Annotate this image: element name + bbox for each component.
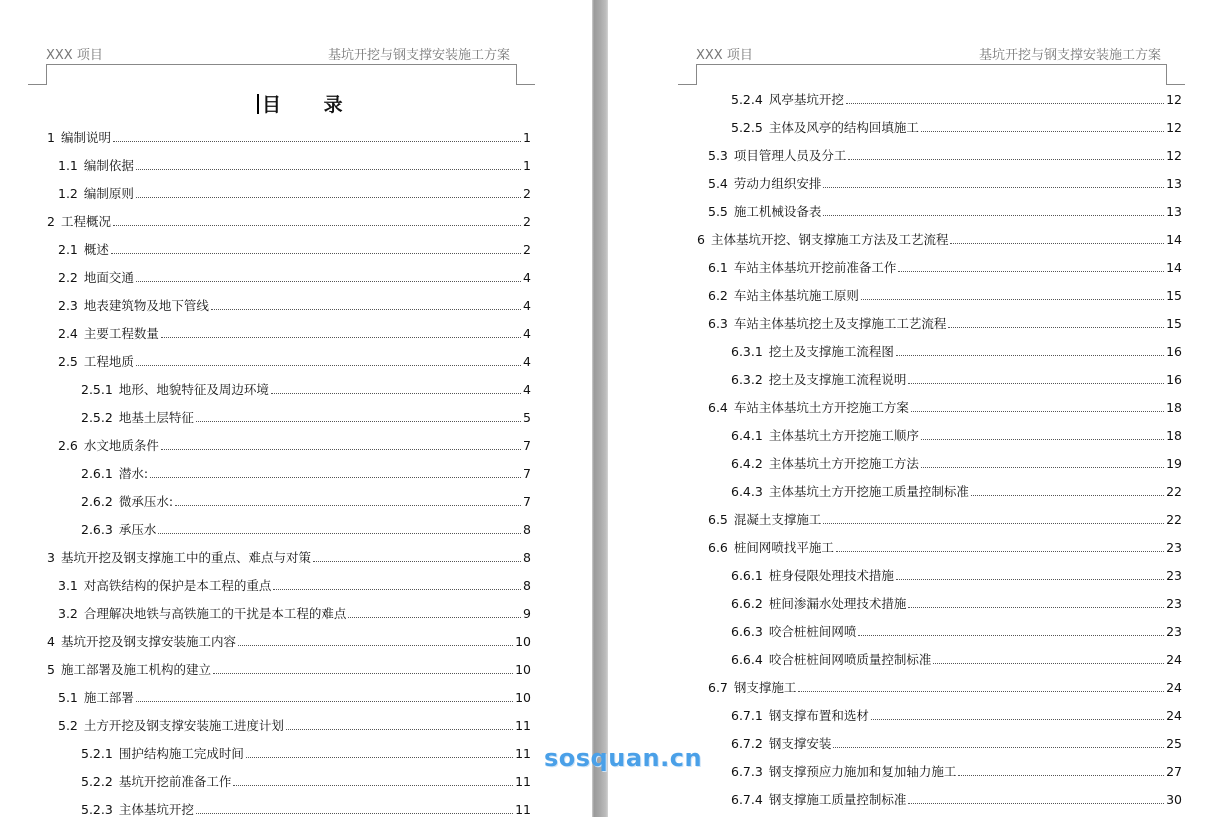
toc-entry[interactable] xyxy=(731,592,1182,612)
toc-entry-title: 地面交通 xyxy=(83,270,134,285)
toc-entry[interactable] xyxy=(81,770,531,790)
toc-entry-number: 6.7 xyxy=(708,680,728,695)
toc-entry-title: 钢支撑施工质量控制标准 xyxy=(768,792,907,807)
toc-entry-number: 1.2 xyxy=(58,186,78,201)
toc-page-number: 11 xyxy=(515,746,531,761)
toc-dot-leader xyxy=(286,729,513,730)
toc-dot-leader xyxy=(348,617,521,618)
toc-entry[interactable] xyxy=(47,126,531,146)
toc-entry-title: 挖土及支撑施工流程说明 xyxy=(768,372,907,387)
toc-entry-number: 6.5 xyxy=(708,512,728,527)
right-document-page xyxy=(608,0,1229,817)
toc-entry-number: 5.3 xyxy=(708,148,728,163)
toc-dot-leader xyxy=(858,635,1164,636)
toc-entry-title: 编制说明 xyxy=(60,130,111,145)
toc-page-number: 1 xyxy=(523,130,531,145)
toc-entry-number: 3.1 xyxy=(58,578,78,593)
toc-dot-leader xyxy=(846,103,1164,104)
toc-entry-number: 6.3.1 xyxy=(731,344,763,359)
toc-entry-title: 桩身侵限处理技术措施 xyxy=(768,568,894,583)
toc-dot-leader xyxy=(948,327,1164,328)
toc-dot-leader xyxy=(823,187,1164,188)
toc-dot-leader xyxy=(896,579,1164,580)
toc-entry-number: 2.4 xyxy=(58,326,78,341)
toc-entry-number: 6.7.4 xyxy=(731,792,763,807)
toc-entry-number: 6.4.1 xyxy=(731,428,763,443)
toc-entry[interactable] xyxy=(58,322,531,342)
toc-entry-title: 合理解决地铁与高铁施工的干扰是本工程的难点 xyxy=(83,606,347,621)
toc-entry[interactable] xyxy=(708,508,1182,528)
toc-entry[interactable] xyxy=(708,172,1182,192)
toc-page-number: 2 xyxy=(523,242,531,257)
toc-page-number: 23 xyxy=(1166,540,1182,555)
toc-page-number: 16 xyxy=(1166,344,1182,359)
toc-entry-title: 钢支撑施工 xyxy=(733,680,797,695)
toc-entry-number: 2.6.2 xyxy=(81,494,113,509)
toc-entry-title: 车站主体基坑土方开挖施工方案 xyxy=(733,400,909,415)
toc-entry[interactable] xyxy=(58,686,531,706)
toc-dot-leader xyxy=(861,299,1164,300)
toc-entry-number: 2.6.1 xyxy=(81,466,113,481)
toc-page-number: 24 xyxy=(1166,708,1182,723)
toc-entry-title: 工程地质 xyxy=(83,354,134,369)
toc-page-number: 18 xyxy=(1166,428,1182,443)
header-corner-mark-left xyxy=(678,64,697,85)
toc-entry[interactable] xyxy=(58,154,531,174)
toc-entry-title: 地表建筑物及地下管线 xyxy=(83,298,209,313)
toc-entry-number: 6.6 xyxy=(708,540,728,555)
toc-dot-leader xyxy=(238,645,513,646)
left-document-page xyxy=(0,0,592,817)
toc-entry-number: 5.2.5 xyxy=(731,120,763,135)
toc-entry-title: 主体基坑土方开挖施工顺序 xyxy=(768,428,919,443)
toc-entry[interactable] xyxy=(58,434,531,454)
toc-entry-number: 2.5.1 xyxy=(81,382,113,397)
toc-page-number: 1 xyxy=(523,158,531,173)
toc-page-number: 27 xyxy=(1166,764,1182,779)
toc-entry-title: 微承压水: xyxy=(118,494,174,509)
toc-page-number: 2 xyxy=(523,186,531,201)
toc-page-number: 15 xyxy=(1166,316,1182,331)
toc-entry-number: 4 xyxy=(47,634,55,649)
toc-entry-title: 编制依据 xyxy=(83,158,134,173)
toc-entry-number: 6.1 xyxy=(708,260,728,275)
toc-dot-leader xyxy=(921,467,1164,468)
toc-entry-title: 钢支撑安装 xyxy=(768,736,832,751)
toc-entry[interactable] xyxy=(708,200,1182,220)
toc-entry-title: 概述 xyxy=(83,242,109,257)
toc-page-number: 10 xyxy=(515,690,531,705)
toc-entry-title: 劳动力组织安排 xyxy=(733,176,822,191)
toc-dot-leader xyxy=(161,337,521,338)
toc-page-number: 2 xyxy=(523,214,531,229)
toc-entry-number: 6.3.2 xyxy=(731,372,763,387)
toc-page-number: 11 xyxy=(515,802,531,817)
toc-entry-title: 施工部署 xyxy=(83,690,134,705)
toc-entry-title: 基坑开挖及钢支撑施工中的重点、难点与对策 xyxy=(60,550,311,565)
header-document-title: 基坑开挖与钢支撑安装施工方案 xyxy=(978,48,1161,63)
toc-dot-leader xyxy=(908,383,1164,384)
toc-entry[interactable] xyxy=(731,620,1182,640)
toc-entry-number: 2.2 xyxy=(58,270,78,285)
toc-entry-title: 主体基坑开挖 xyxy=(118,802,194,817)
toc-entry[interactable] xyxy=(47,658,531,678)
toc-entry-number: 6.4.2 xyxy=(731,456,763,471)
header-project-name: XXX 项目 xyxy=(46,48,103,63)
toc-entry[interactable] xyxy=(731,732,1182,752)
toc-dot-leader xyxy=(273,589,521,590)
toc-dot-leader xyxy=(313,561,521,562)
toc-entry-title: 地形、地貌特征及周边环境 xyxy=(118,382,269,397)
toc-entry[interactable] xyxy=(708,284,1182,304)
toc-dot-leader xyxy=(136,197,521,198)
toc-dot-leader xyxy=(848,159,1164,160)
toc-page-number: 7 xyxy=(523,466,531,481)
toc-dot-leader xyxy=(823,523,1164,524)
toc-entry-title: 桩间渗漏水处理技术措施 xyxy=(768,596,907,611)
toc-entry[interactable] xyxy=(58,238,531,258)
toc-dot-leader xyxy=(158,533,521,534)
toc-dot-leader xyxy=(150,477,521,478)
toc-dot-leader xyxy=(113,225,521,226)
toc-entry[interactable] xyxy=(697,228,1182,248)
toc-page-number: 18 xyxy=(1166,400,1182,415)
toc-page-number: 16 xyxy=(1166,372,1182,387)
toc-entry[interactable] xyxy=(708,396,1182,416)
toc-page-number: 10 xyxy=(515,662,531,677)
toc-entry[interactable] xyxy=(731,88,1182,108)
toc-dot-leader xyxy=(136,365,521,366)
toc-page-number: 24 xyxy=(1166,652,1182,667)
toc-entry-title: 围护结构施工完成时间 xyxy=(118,746,244,761)
toc-entry-title: 潜水: xyxy=(118,466,149,481)
toc-page-number: 14 xyxy=(1166,232,1182,247)
toc-page-number: 4 xyxy=(523,382,531,397)
toc-entry-title: 主体基坑土方开挖施工方法 xyxy=(768,456,919,471)
toc-page-number: 10 xyxy=(515,634,531,649)
toc-entry-title: 编制原则 xyxy=(83,186,134,201)
toc-entry-number: 2 xyxy=(47,214,55,229)
toc-entry[interactable] xyxy=(731,340,1182,360)
toc-dot-leader xyxy=(113,141,521,142)
toc-page-number: 14 xyxy=(1166,260,1182,275)
toc-entry-title: 桩间网喷找平施工 xyxy=(733,540,834,555)
toc-entry[interactable] xyxy=(58,602,531,622)
toc-page-number: 11 xyxy=(515,774,531,789)
toc-page-number: 8 xyxy=(523,522,531,537)
toc-entry[interactable] xyxy=(81,490,531,510)
toc-entry-title: 咬合桩桩间网喷质量控制标准 xyxy=(768,652,932,667)
toc-dot-leader xyxy=(798,691,1164,692)
toc-entry-title: 混凝土支撑施工 xyxy=(733,512,822,527)
toc-entry[interactable] xyxy=(731,564,1182,584)
toc-entry[interactable] xyxy=(731,116,1182,136)
header-corner-mark-right xyxy=(1166,64,1185,85)
toc-entry[interactable] xyxy=(81,798,531,817)
toc-entry-number: 2.3 xyxy=(58,298,78,313)
toc-entry[interactable] xyxy=(731,368,1182,388)
toc-entry-number: 2.5 xyxy=(58,354,78,369)
toc-entry-title: 主体基坑开挖、钢支撑施工方法及工艺流程 xyxy=(710,232,949,247)
toc-dot-leader xyxy=(911,411,1164,412)
toc-entry[interactable] xyxy=(58,266,531,286)
toc-entry-number: 2.6.3 xyxy=(81,522,113,537)
toc-entry-number: 6.6.2 xyxy=(731,596,763,611)
toc-dot-leader xyxy=(196,421,521,422)
toc-entry[interactable] xyxy=(58,714,531,734)
toc-entry[interactable] xyxy=(731,704,1182,724)
toc-dot-leader xyxy=(213,673,513,674)
toc-entry-title: 基坑开挖及钢支撑安装施工内容 xyxy=(60,634,236,649)
toc-entry-title: 主要工程数量 xyxy=(83,326,159,341)
toc-dot-leader xyxy=(921,131,1164,132)
toc-entry-number: 6.2 xyxy=(708,288,728,303)
toc-dot-leader xyxy=(161,449,521,450)
toc-dot-leader xyxy=(908,803,1164,804)
toc-entry-title: 钢支撑预应力施加和复加轴力施工 xyxy=(768,764,957,779)
toc-dot-leader xyxy=(246,757,513,758)
toc-entry[interactable] xyxy=(708,144,1182,164)
toc-entry-number: 2.6 xyxy=(58,438,78,453)
toc-entry-number: 1 xyxy=(47,130,55,145)
toc-entry[interactable] xyxy=(731,452,1182,472)
toc-page-number: 13 xyxy=(1166,204,1182,219)
toc-page-number: 8 xyxy=(523,550,531,565)
toc-entry-title: 主体及风亭的结构回填施工 xyxy=(768,120,919,135)
toc-page-number: 13 xyxy=(1166,176,1182,191)
toc-entry-number: 5 xyxy=(47,662,55,677)
toc-dot-leader xyxy=(111,253,521,254)
toc-page-number: 22 xyxy=(1166,512,1182,527)
toc-entry-title: 工程概况 xyxy=(60,214,111,229)
toc-page-number: 4 xyxy=(523,326,531,341)
header-document-title: 基坑开挖与钢支撑安装施工方案 xyxy=(327,48,510,63)
toc-page-number: 7 xyxy=(523,438,531,453)
toc-dot-leader xyxy=(196,813,513,814)
header-corner-mark-right xyxy=(516,64,535,85)
toc-entry-number: 6.4 xyxy=(708,400,728,415)
toc-entry[interactable] xyxy=(731,648,1182,668)
toc-entry-title: 基坑开挖前准备工作 xyxy=(118,774,232,789)
toc-dot-leader xyxy=(908,607,1164,608)
toc-dot-leader xyxy=(833,747,1164,748)
toc-page-number: 22 xyxy=(1166,484,1182,499)
toc-dot-leader xyxy=(836,551,1164,552)
toc-entry-number: 5.5 xyxy=(708,204,728,219)
page-gutter xyxy=(592,0,608,817)
toc-page-number: 8 xyxy=(523,578,531,593)
toc-entry[interactable] xyxy=(47,546,531,566)
toc-entry-number: 3.2 xyxy=(58,606,78,621)
toc-entry-title: 土方开挖及钢支撑安装施工进度计划 xyxy=(83,718,284,733)
toc-entry[interactable] xyxy=(731,788,1182,808)
toc-dot-leader xyxy=(211,309,521,310)
toc-entry-number: 6.7.1 xyxy=(731,708,763,723)
toc-dot-leader xyxy=(233,785,513,786)
toc-entry-number: 5.2.3 xyxy=(81,802,113,817)
toc-entry-title: 施工机械设备表 xyxy=(733,204,822,219)
toc-entry[interactable] xyxy=(58,182,531,202)
toc-entry-title: 主体基坑土方开挖施工质量控制标准 xyxy=(768,484,969,499)
toc-entry[interactable] xyxy=(58,350,531,370)
text-cursor xyxy=(257,94,259,114)
toc-entry-title: 施工部署及施工机构的建立 xyxy=(60,662,211,677)
toc-entry-title: 车站主体基坑施工原则 xyxy=(733,288,859,303)
toc-page-number: 23 xyxy=(1166,624,1182,639)
toc-entry[interactable] xyxy=(731,760,1182,780)
header-project-name: XXX 项目 xyxy=(696,48,753,63)
toc-entry[interactable] xyxy=(81,462,531,482)
toc-entry[interactable] xyxy=(58,574,531,594)
toc-entry-number: 5.2.1 xyxy=(81,746,113,761)
toc-entry-number: 6.3 xyxy=(708,316,728,331)
toc-entry-number: 6 xyxy=(697,232,705,247)
toc-entry[interactable] xyxy=(58,294,531,314)
toc-entry[interactable] xyxy=(708,676,1182,696)
toc-page-number: 12 xyxy=(1166,148,1182,163)
toc-entry-title: 项目管理人员及分工 xyxy=(733,148,847,163)
toc-entry[interactable] xyxy=(731,424,1182,444)
toc-entry[interactable] xyxy=(708,536,1182,556)
toc-entry-title: 钢支撑布置和选材 xyxy=(768,708,869,723)
toc-dot-leader xyxy=(958,775,1164,776)
toc-page-number: 23 xyxy=(1166,596,1182,611)
header-rule xyxy=(696,64,1166,65)
toc-dot-leader xyxy=(921,439,1164,440)
toc-entry-title: 承压水 xyxy=(118,522,157,537)
header-corner-mark-left xyxy=(28,64,47,85)
toc-entry-title: 挖土及支撑施工流程图 xyxy=(768,344,894,359)
toc-entry-title: 水文地质条件 xyxy=(83,438,159,453)
toc-entry-title: 风亭基坑开挖 xyxy=(768,92,844,107)
toc-entry[interactable] xyxy=(81,742,531,762)
toc-entry-title: 车站主体基坑挖土及支撑施工工艺流程 xyxy=(733,316,947,331)
toc-page-number: 9 xyxy=(523,606,531,621)
site-watermark: sosquan.cn xyxy=(544,744,703,772)
toc-entry[interactable] xyxy=(81,518,531,538)
toc-entry-number: 5.2 xyxy=(58,718,78,733)
toc-entry-number: 5.2.2 xyxy=(81,774,113,789)
toc-entry-number: 5.1 xyxy=(58,690,78,705)
toc-entry-number: 5.4 xyxy=(708,176,728,191)
toc-title: 目 录 xyxy=(262,94,361,116)
toc-page-number: 12 xyxy=(1166,120,1182,135)
toc-page-number: 30 xyxy=(1166,792,1182,807)
toc-entry-number: 5.2.4 xyxy=(731,92,763,107)
toc-page-number: 11 xyxy=(515,718,531,733)
toc-page-number: 7 xyxy=(523,494,531,509)
toc-entry-number: 6.6.1 xyxy=(731,568,763,583)
header-rule xyxy=(46,64,516,65)
toc-entry-number: 3 xyxy=(47,550,55,565)
toc-entry-number: 1.1 xyxy=(58,158,78,173)
toc-dot-leader xyxy=(136,169,521,170)
toc-entry[interactable] xyxy=(708,312,1182,332)
toc-entry[interactable] xyxy=(708,256,1182,276)
toc-entry-number: 6.4.3 xyxy=(731,484,763,499)
toc-dot-leader xyxy=(823,215,1164,216)
toc-entry[interactable] xyxy=(731,480,1182,500)
toc-dot-leader xyxy=(871,719,1164,720)
toc-page-number: 23 xyxy=(1166,568,1182,583)
toc-dot-leader xyxy=(896,355,1164,356)
toc-entry[interactable] xyxy=(81,378,531,398)
toc-dot-leader xyxy=(271,393,521,394)
toc-entry-title: 对高铁结构的保护是本工程的重点 xyxy=(83,578,272,593)
toc-page-number: 4 xyxy=(523,354,531,369)
toc-dot-leader xyxy=(136,281,521,282)
toc-entry-number: 2.1 xyxy=(58,242,78,257)
toc-entry-title: 咬合桩桩间网喷 xyxy=(768,624,857,639)
toc-entry-number: 2.5.2 xyxy=(81,410,113,425)
toc-dot-leader xyxy=(933,663,1164,664)
toc-page-number: 12 xyxy=(1166,92,1182,107)
toc-entry-title: 地基土层特征 xyxy=(118,410,194,425)
toc-entry[interactable] xyxy=(47,630,531,650)
toc-dot-leader xyxy=(971,495,1164,496)
toc-page-number: 4 xyxy=(523,270,531,285)
toc-entry-title: 车站主体基坑开挖前准备工作 xyxy=(733,260,897,275)
toc-page-number: 15 xyxy=(1166,288,1182,303)
toc-dot-leader xyxy=(136,701,513,702)
toc-dot-leader xyxy=(950,243,1164,244)
toc-entry[interactable] xyxy=(81,406,531,426)
toc-entry-number: 6.6.3 xyxy=(731,624,763,639)
toc-page-number: 25 xyxy=(1166,736,1182,751)
toc-page-number: 19 xyxy=(1166,456,1182,471)
toc-page-number: 4 xyxy=(523,298,531,313)
toc-dot-leader xyxy=(898,271,1164,272)
toc-entry-number: 6.7.3 xyxy=(731,764,763,779)
toc-page-number: 24 xyxy=(1166,680,1182,695)
toc-entry-number: 6.6.4 xyxy=(731,652,763,667)
toc-entry[interactable] xyxy=(47,210,531,230)
toc-page-number: 5 xyxy=(523,410,531,425)
toc-entry-number: 6.7.2 xyxy=(731,736,763,751)
toc-dot-leader xyxy=(175,505,521,506)
